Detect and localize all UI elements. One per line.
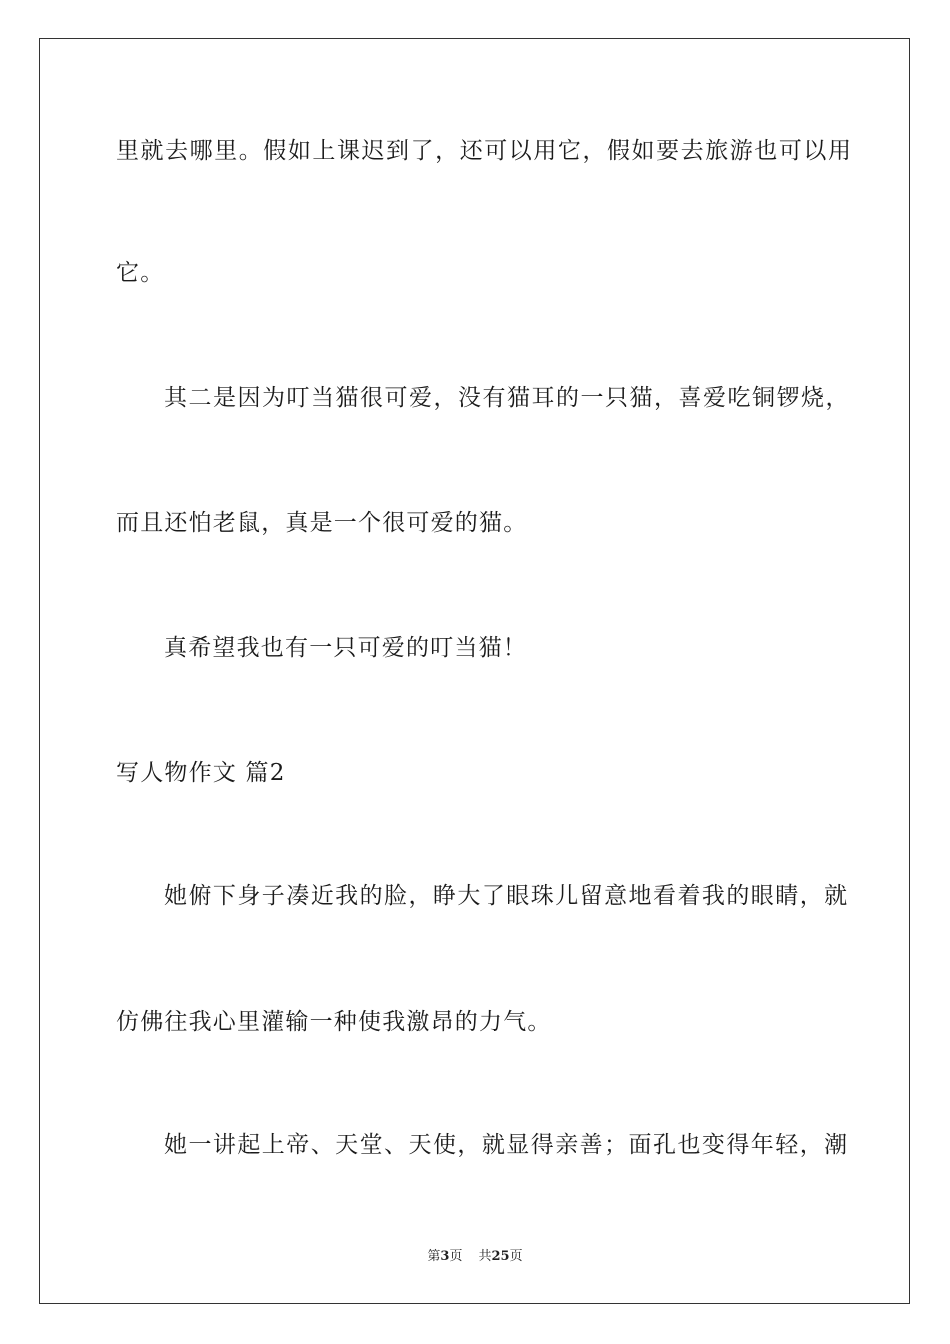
- paragraph-line: 它。: [116, 260, 165, 286]
- paragraph-line: 里就去哪里。假如上课迟到了，还可以用它，假如要去旅游也可以用: [116, 138, 853, 164]
- paragraph-line: 而且还怕老鼠，真是一个很可爱的猫。: [116, 510, 528, 536]
- paragraph-line: 她一讲起上帝、天堂、天使，就显得亲善；面孔也变得年轻，潮: [164, 1132, 849, 1158]
- page-suffix: 页: [449, 1249, 463, 1264]
- page-footer: [0, 1248, 950, 1266]
- total-pages: 25: [491, 1249, 510, 1264]
- paragraph-line: 其二是因为叮当猫很可爱，没有猫耳的一只猫，喜爱吃铜锣烧，: [164, 385, 850, 411]
- section-heading: 写人物作文 篇2: [116, 760, 286, 786]
- total-suffix: 页: [509, 1249, 523, 1264]
- paragraph-line: 她俯下身子凑近我的脸，睁大了眼珠儿留意地看着我的眼睛，就: [164, 883, 849, 909]
- page-number: 3: [440, 1249, 450, 1264]
- page-border: [39, 38, 910, 1304]
- page-prefix: 第: [427, 1249, 441, 1264]
- paragraph-line: 仿佛往我心里灌输一种使我激昂的力气。: [116, 1009, 552, 1035]
- paragraph-line: 真希望我也有一只可爱的叮当猫！: [164, 635, 527, 661]
- total-prefix: 共: [478, 1249, 492, 1264]
